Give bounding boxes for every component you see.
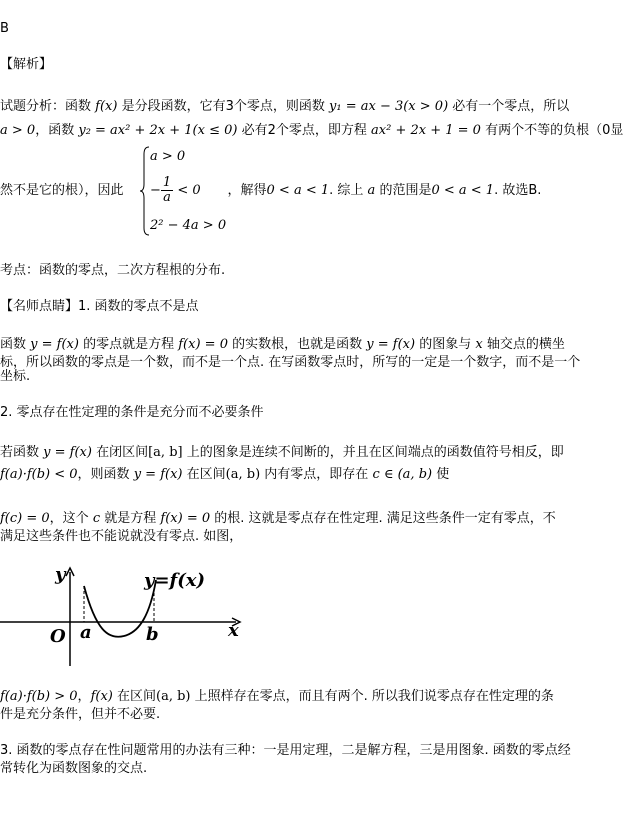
p2-line-1: 若函数 y = f(x) 在闭区间[a, b] 上的图象是连续不间断的，并且在区间端点的函数值符号相反，即 [0, 445, 564, 460]
p3-line-2: 满足这些条件也不能说就没有零点. 如图， [0, 529, 243, 544]
answer-text: B [0, 21, 9, 36]
case-3: 2² − 4a > 0 [150, 218, 227, 233]
s3-line-2: 常转化为函数图象的交点. [0, 761, 148, 776]
case-1: a > 0 [150, 149, 186, 164]
analysis-line-3: 然不是它的根），因此 ，解得0 < a < 1. 综上 a 的范围是0 < a < 1. 故选B. [0, 183, 542, 198]
section-2-heading: 2. 零点存在性定理的条件是充分而不必要条件 [0, 405, 264, 420]
system-brace [140, 146, 150, 236]
function-label: y=f(x) [144, 570, 206, 591]
case-2: − $\frac{1}{a}$ < 0 [150, 175, 201, 205]
analysis-line-2: a > 0，函数 y₂ = ax² + 2x + 1(x ≤ 0) 必有2个零点，即方程 ax² + 2x + 1 = 0 有两个不等的负根（0显 [0, 123, 624, 138]
tip-heading: 【名师点睛】1. 函数的零点不是点 [0, 299, 199, 314]
p4-line-1: f(a)·f(b) > 0，f(x) 在区间(a, b) 上照样存在零点，而且有两个. 所以我们说零点存在性定理的条 [0, 689, 554, 704]
p4-line-2: 件是充分条件，但并不必要. [0, 707, 161, 722]
origin-label: O [50, 626, 66, 647]
p1-line-1: 函数 y = f(x) 的零点就是方程 f(x) = 0 的实数根，也就是函数 y = f(x) 的图象与 x 轴交点的横坐 [0, 337, 565, 352]
kaodian-text: 考点：函数的零点，二次方程根的分布. [0, 263, 226, 278]
s3-line-1: 3. 函数的零点存在性问题常用的办法有三种：一是用定理，二是解方程，三是用图象. 函数的零点经 [0, 743, 571, 758]
a-label: a [80, 622, 92, 643]
y-axis-label: y [55, 564, 66, 585]
analysis-line-1: 试题分析：函数 f(x) 是分段函数，它有3个零点，则函数 y₁ = ax − 3(x > 0) 必有一个零点，所以 [0, 99, 570, 114]
b-label: b [146, 624, 159, 645]
analysis-heading: 【解析】 [0, 57, 53, 72]
x-axis-label: x [228, 620, 239, 641]
p3-line-1: f(c) = 0，这个 c 就是方程 f(x) = 0 的根. 这就是零点存在性定理. 满足这些条件一定有零点，不 [0, 511, 556, 526]
p2-line-2: f(a)·f(b) < 0，则函数 y = f(x) 在区间(a, b) 内有零点，即存在 c ∈ (a, b) 使 [0, 467, 450, 482]
p1-line-3: 坐标. [0, 369, 31, 384]
p1-line-2: 标，所以函数的零点是一个数，而不是一个点. 在写函数零点时，所写的一定是一个数字，而不是一个 [0, 355, 581, 370]
function-graph [0, 558, 260, 668]
